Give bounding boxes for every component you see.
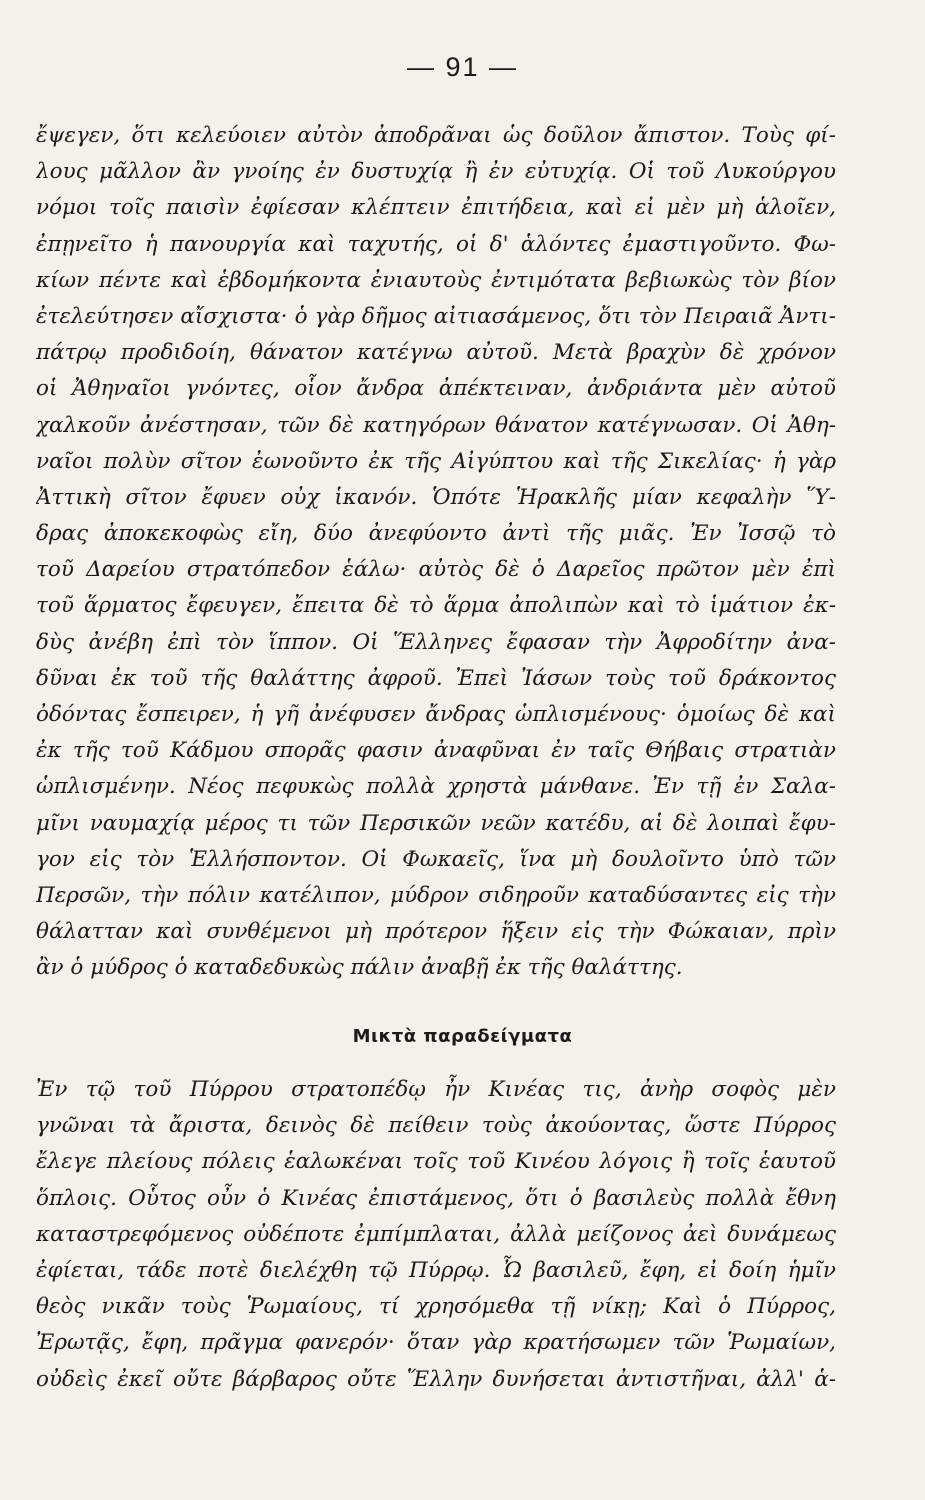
page-number: — 91 — <box>406 52 519 82</box>
text-line: οὐδεὶς ἐκεῖ οὔτε βάρβαρος οὔτε Ἕλλην δυνήσεται ἀντιστῆναι, ἀλλ' ἁ- <box>36 1366 836 1392</box>
text-line: ἔλεγε πλείους πόλεις ἑαλωκέναι τοῖς τοῦ Κινέου λόγοις ἢ τοῖς ἑαυτοῦ <box>36 1149 836 1175</box>
text-line: νόμοι τοῖς παισὶν ἐφίεσαν κλέπτειν ἐπιτήδεια, καὶ εἰ μὲν μὴ ἁλοῖεν, <box>36 195 836 221</box>
text-line: δὺς ἀνέβη ἐπὶ τὸν ἵππον. Οἱ Ἕλληνες ἔφασαν τὴν Ἀφροδίτην ἀνα- <box>36 629 836 655</box>
text-line: οἱ Ἀθηναῖοι γνόντες, οἷον ἄνδρα ἀπέκτειναν, ἀνδριάντα μὲν αὐτοῦ <box>36 376 836 402</box>
text-line: ἐτελεύτησεν αἴσχιστα· ὁ γὰρ δῆμος αἰτιασάμενος, ὅτι τὸν Πειραιᾶ Ἀντι- <box>36 303 836 329</box>
text-line: θεὸς νικᾶν τοὺς Ῥωμαίους, τί χρησόμεθα τῇ νίκῃ; Καὶ ὁ Πύρρος, <box>36 1294 836 1320</box>
text-line: ἐπῃνεῖτο ἡ πανουργία καὶ ταχυτής, οἱ δ' ἁλόντες ἐμαστιγοῦντο. Φω- <box>36 231 836 257</box>
text-line: Ἐν τῷ τοῦ Πύρρου στρατοπέδῳ ἦν Κινέας τις, ἀνὴρ σοφὸς μὲν <box>36 1077 836 1102</box>
paragraph-2 <box>36 1072 836 1398</box>
section-heading: Μικτὰ παραδείγματα <box>352 1026 573 1047</box>
text-line: μῖνι ναυμαχίᾳ μέρος τι τῶν Περσικῶν νεῶν κατέδυ, αἱ δὲ λοιπαὶ ἔφυ- <box>36 810 836 836</box>
text-line: πάτρῳ προδιδοίη, θάνατον κατέγνω αὐτοῦ. Μετὰ βραχὺν δὲ χρόνον <box>36 340 836 366</box>
text-line: ναῖοι πολὺν σῖτον ἐωνοῦντο ἐκ τῆς Αἰγύπτου καὶ τῆς Σικελίας· ἡ γὰρ <box>36 448 836 474</box>
text-line: ἐφίεται, τάδε ποτὲ διελέχθη τῷ Πύρρῳ. Ὦ βασιλεῦ, ἔφη, εἰ δοίη ἡμῖν <box>36 1257 836 1283</box>
text-line: χαλκοῦν ἀνέστησαν, τῶν δὲ κατηγόρων θάνατον κατέγνωσαν. Οἱ Ἀθη- <box>36 412 836 438</box>
text-line: Περσῶν, τὴν πόλιν κατέλιπον, μύδρον σιδηροῦν καταδύσαντες εἰς τὴν <box>36 882 836 908</box>
text-line: ἐκ τῆς τοῦ Κάδμου σπορᾶς φασιν ἀναφῦναι ἐν ταῖς Θήβαις στρατιὰν <box>36 738 836 764</box>
text-line: ὡπλισμένην. Νέος πεφυκὼς πολλὰ χρηστὰ μάνθανε. Ἐν τῇ ἐν Σαλα- <box>36 774 836 800</box>
text-line: Ἀττικὴ σῖτον ἔφυεν οὐχ ἱκανόν. Ὁπότε Ἡρακλῆς μίαν κεφαλὴν Ὕ- <box>36 484 836 510</box>
text-line: ἂν ὁ μύδρος ὁ καταδεδυκὼς πάλιν ἀναβῇ ἐκ τῆς θαλάττης. <box>36 955 683 981</box>
text-line: λους μᾶλλον ἂν γνοίης ἐν δυστυχίᾳ ἢ ἐν εὐτυχίᾳ. Οἱ τοῦ Λυκούργου <box>36 159 836 185</box>
text-line: Ἐρωτᾷς, ἔφη, πρᾶγμα φανερόν· ὅταν γὰρ κρατήσωμεν τῶν Ῥωμαίων, <box>36 1330 836 1356</box>
text-line: δρας ἀποκεκοφὼς εἴη, δύο ἀνεφύοντο ἀντὶ τῆς μιᾶς. Ἐν Ἰσσῷ τὸ <box>36 521 836 547</box>
text-line: ἔψεγεν, ὅτι κελεύοιεν αὐτὸν ἀποδρᾶναι ὡς δοῦλον ἄπιστον. Τοὺς φί- <box>36 123 836 148</box>
text-line: τοῦ ἅρματος ἔφευγεν, ἔπειτα δὲ τὸ ἅρμα ἀπολιπὼν καὶ τὸ ἱμάτιον ἐκ- <box>36 593 836 619</box>
text-line: γνῶναι τὰ ἄριστα, δεινὸς δὲ πείθειν τοὺς ἀκούοντας, ὥστε Πύρρος <box>36 1113 836 1139</box>
text-line: ὅπλοις. Οὗτος οὖν ὁ Κινέας ἐπιστάμενος, ὅτι ὁ βασιλεὺς πολλὰ ἔθνη <box>36 1185 836 1211</box>
paragraph-1 <box>36 118 836 987</box>
text-line: γον εἰς τὸν Ἑλλήσποντον. Οἱ Φωκαεῖς, ἵνα μὴ δουλοῖντο ὑπὸ τῶν <box>36 846 836 872</box>
text-line: θάλατταν καὶ συνθέμενοι μὴ πρότερον ἥξειν εἰς τὴν Φώκαιαν, πρὶν <box>36 919 836 945</box>
text-line: καταστρεφόμενος οὐδέποτε ἐμπίμπλαται, ἀλλὰ μείζονος ἀεὶ δυνάμεως <box>36 1221 836 1247</box>
text-line: δῦναι ἐκ τοῦ τῆς θαλάττης ἀφροῦ. Ἐπεὶ Ἰάσων τοὺς τοῦ δράκοντος <box>36 665 836 691</box>
text-line: τοῦ Δαρείου στρατόπεδον ἑάλω· αὐτὸς δὲ ὁ Δαρεῖος πρῶτον μὲν ἐπὶ <box>36 557 836 583</box>
text-line: κίων πέντε καὶ ἑβδομήκοντα ἐνιαυτοὺς ἐντιμότατα βεβιωκὼς τὸν βίον <box>36 267 836 293</box>
text-line: ὀδόντας ἔσπειρεν, ἡ γῆ ἀνέφυσεν ἄνδρας ὡπλισμένους· ὁμοίως δὲ καὶ <box>36 702 836 727</box>
